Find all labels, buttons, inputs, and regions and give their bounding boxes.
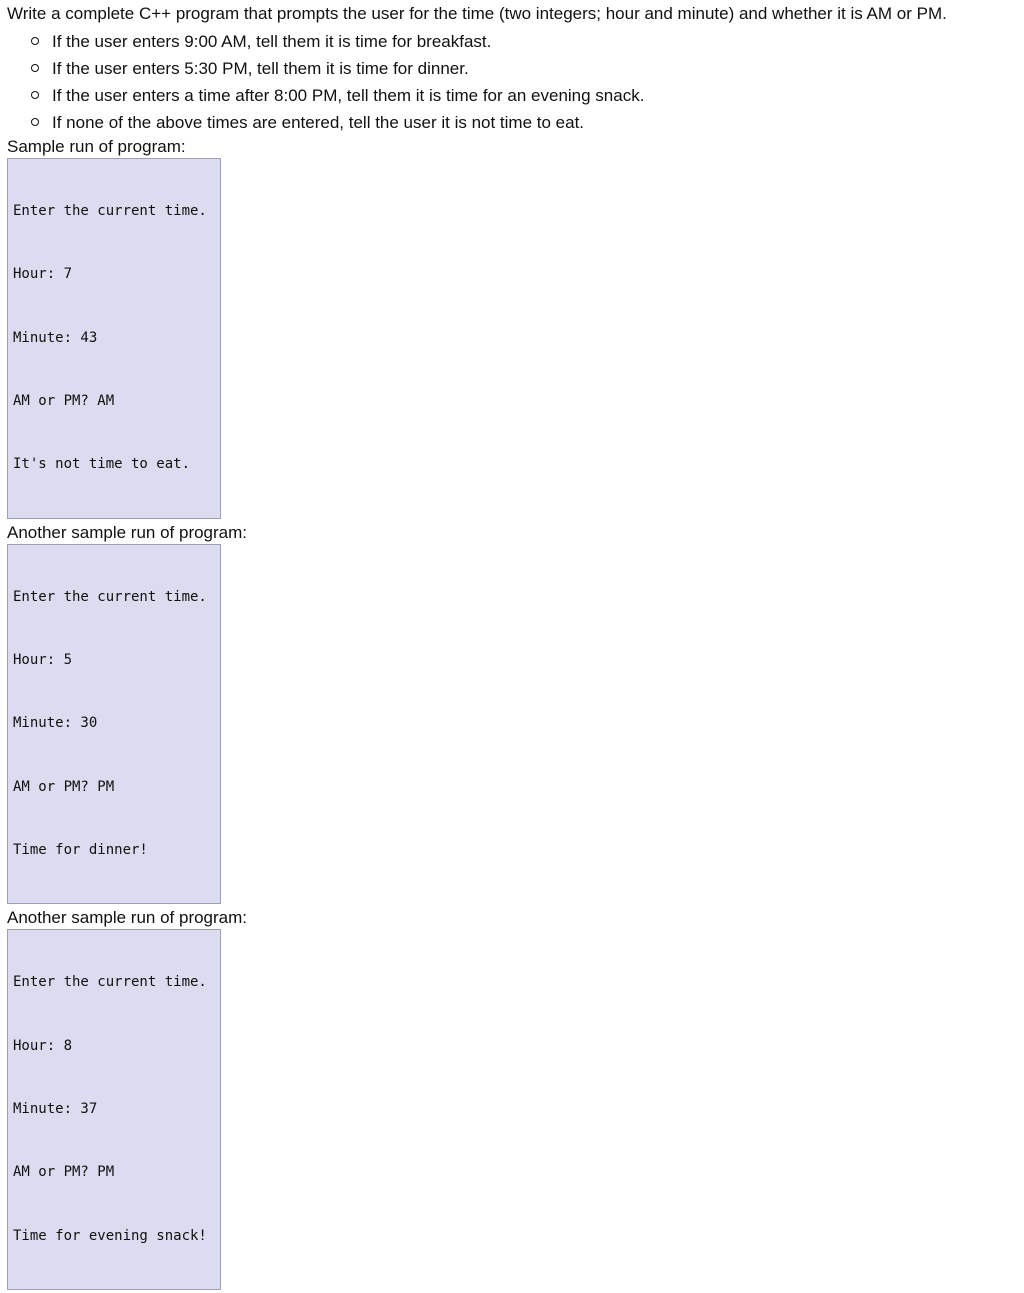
output-line: Hour: 7 <box>13 266 73 283</box>
sample-run-2 <box>7 522 1022 905</box>
output-line: Enter the current time. <box>13 974 207 991</box>
circle-bullet-icon <box>31 118 39 126</box>
sample-run-3 <box>7 907 1022 1290</box>
sample-run-output <box>7 929 221 1290</box>
rule-text: If none of the above times are entered, tell the user it is not time to eat. <box>52 113 585 132</box>
rule-text: If the user enters 5:30 PM, tell them it is time for dinner. <box>52 59 469 78</box>
output-line: It's not time to eat. <box>13 456 191 473</box>
sample-run-1 <box>7 136 1022 519</box>
rule-text: If the user enters a time after 8:00 PM, tell them it is time for an evening snack. <box>52 86 645 105</box>
circle-bullet-icon <box>31 64 39 72</box>
sample-run-caption: Sample run of program: <box>7 137 186 156</box>
output-line: Enter the current time. <box>13 203 207 220</box>
sample-run-output <box>7 544 221 905</box>
circle-bullet-icon <box>31 91 39 99</box>
output-line: Enter the current time. <box>13 588 207 605</box>
rule-text: If the user enters 9:00 AM, tell them it is time for breakfast. <box>52 32 492 51</box>
assignment-prompt: Write a complete C++ program that prompts the user for the time (two integers; hour and minute) and whether it is AM or PM. <box>7 4 947 23</box>
sample-run-caption: Another sample run of program: <box>7 908 248 928</box>
rule-item <box>31 109 1022 136</box>
output-line: Time for evening snack! <box>13 1227 207 1244</box>
assignment-document <box>7 3 1022 1293</box>
rule-item <box>31 55 1022 82</box>
rules-list <box>7 28 1022 136</box>
output-line: Time for dinner! <box>13 841 148 858</box>
sample-run-output <box>7 158 221 519</box>
output-line: Minute: 30 <box>13 715 98 732</box>
output-line: Minute: 43 <box>13 329 98 346</box>
output-line: Hour: 5 <box>13 652 73 669</box>
sample-run-caption: Another sample run of program: <box>7 522 248 542</box>
output-line: AM or PM? PM <box>13 1164 115 1181</box>
output-line: AM or PM? AM <box>13 393 115 410</box>
rule-item <box>31 82 1022 109</box>
rule-item <box>31 28 1022 55</box>
circle-bullet-icon <box>31 37 39 45</box>
output-line: AM or PM? PM <box>13 778 115 795</box>
output-line: Hour: 8 <box>13 1037 73 1054</box>
output-line: Minute: 37 <box>13 1100 98 1117</box>
